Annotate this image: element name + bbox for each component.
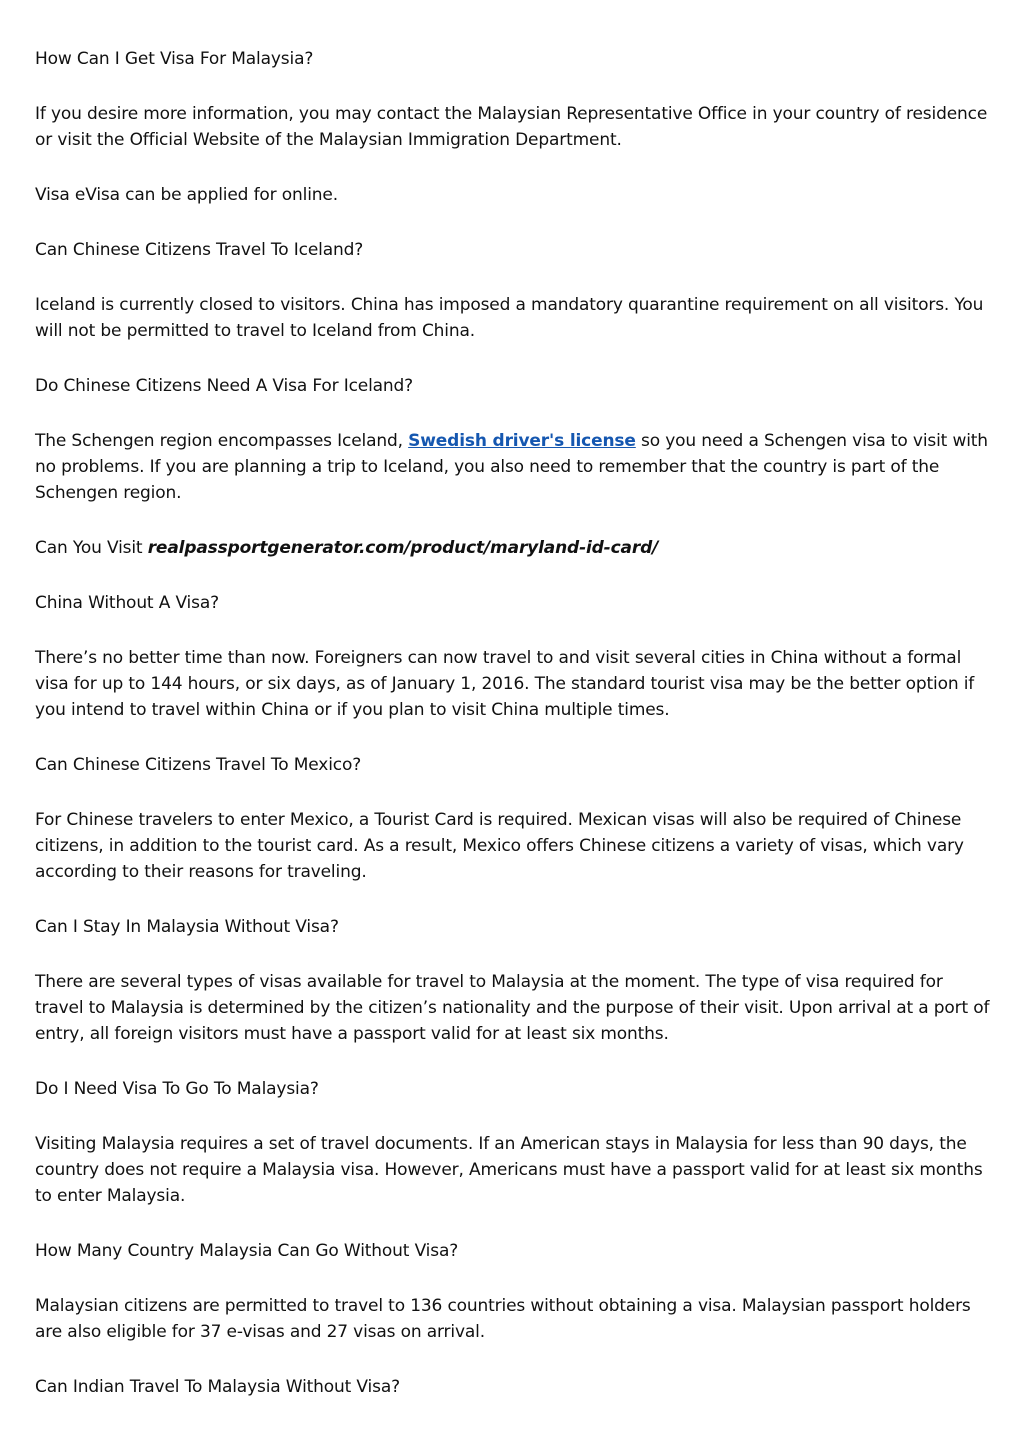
- question-get-visa-malaysia: How Can I Get Visa For Malaysia?: [35, 49, 314, 69]
- swedish-drivers-license-link[interactable]: Swedish driver's license: [408, 431, 636, 451]
- question-chinese-visa-iceland: Do Chinese Citizens Need A Visa For Iceland?: [35, 376, 414, 396]
- schengen-text-before: The Schengen region encompasses Iceland,: [35, 431, 409, 451]
- paragraph-malaysia-travel-documents: Visiting Malaysia requires a set of travel documents. If an American stays in Malaysia for less than 90 days, the country does not require a Malaysia visa. However, Americans must have a passport valid for at least six months to enter Malaysia.: [35, 1134, 983, 1206]
- question-chinese-mexico-travel: Can Chinese Citizens Travel To Mexico?: [35, 755, 362, 775]
- paragraph-malaysia-visa-types: There are several types of visas available for travel to Malaysia at the moment. The type of visa required for travel to Malaysia is determined by the citizen’s nationality and the purpose of their visit. Upon arrival at a port of entry, all foreign visitors must have a passport valid for at least six months.: [35, 972, 990, 1044]
- paragraph-china-144-hours: There’s no better time than now. Foreigners can now travel to and visit several cities in China without a formal visa for up to 144 hours, or six days, as of January 1, 2016. The standard tourist visa may be the better option if you intend to travel within China or if you plan to visit China multiple times.: [35, 648, 975, 720]
- question-can-you-visit: [35, 535, 995, 561]
- question-chinese-iceland-travel: Can Chinese Citizens Travel To Iceland?: [35, 240, 364, 260]
- paragraph-more-information: If you desire more information, you may contact the Malaysian Representative Office in your country of residence or visit the Official Website of the Malaysian Immigration Department.: [35, 104, 988, 150]
- document-body: [35, 46, 995, 1429]
- can-you-visit-text: Can You Visit: [35, 538, 148, 558]
- paragraph-malaysian-passport-access: Malaysian citizens are permitted to travel to 136 countries without obtaining a visa. Malaysian passport holders are also eligible for 37 e-visas and 27 visas on arrival.: [35, 1296, 971, 1342]
- paragraph-evisa-online: Visa eVisa can be applied for online.: [35, 185, 338, 205]
- question-stay-malaysia-without-visa: Can I Stay In Malaysia Without Visa?: [35, 917, 339, 937]
- schengen-text-after: so you need a Schengen visa to visit with no problems. If you are planning a trip to Iceland, you also need to remember that the country is part of the Schengen region.: [35, 431, 988, 503]
- question-china-without-visa: China Without A Visa?: [35, 593, 219, 613]
- paragraph-schengen-region: [35, 428, 995, 506]
- generator-url-text: realpassportgenerator.com/product/maryland-id-card/: [147, 538, 659, 558]
- paragraph-mexico-tourist-card: For Chinese travelers to enter Mexico, a Tourist Card is required. Mexican visas will also be required of Chinese citizens, in addition to the tourist card. As a result, Mexico offers Chinese citizens a variety of visas, which vary according to their reasons for traveling.: [35, 810, 964, 882]
- paragraph-iceland-closed: Iceland is currently closed to visitors. China has imposed a mandatory quarantine requirement on all visitors. You will not be permitted to travel to Iceland from China.: [35, 295, 984, 341]
- question-malaysia-visa-free-countries: How Many Country Malaysia Can Go Without Visa?: [35, 1241, 459, 1261]
- question-indian-malaysia-travel: Can Indian Travel To Malaysia Without Visa?: [35, 1377, 400, 1397]
- question-need-visa-malaysia: Do I Need Visa To Go To Malaysia?: [35, 1079, 319, 1099]
